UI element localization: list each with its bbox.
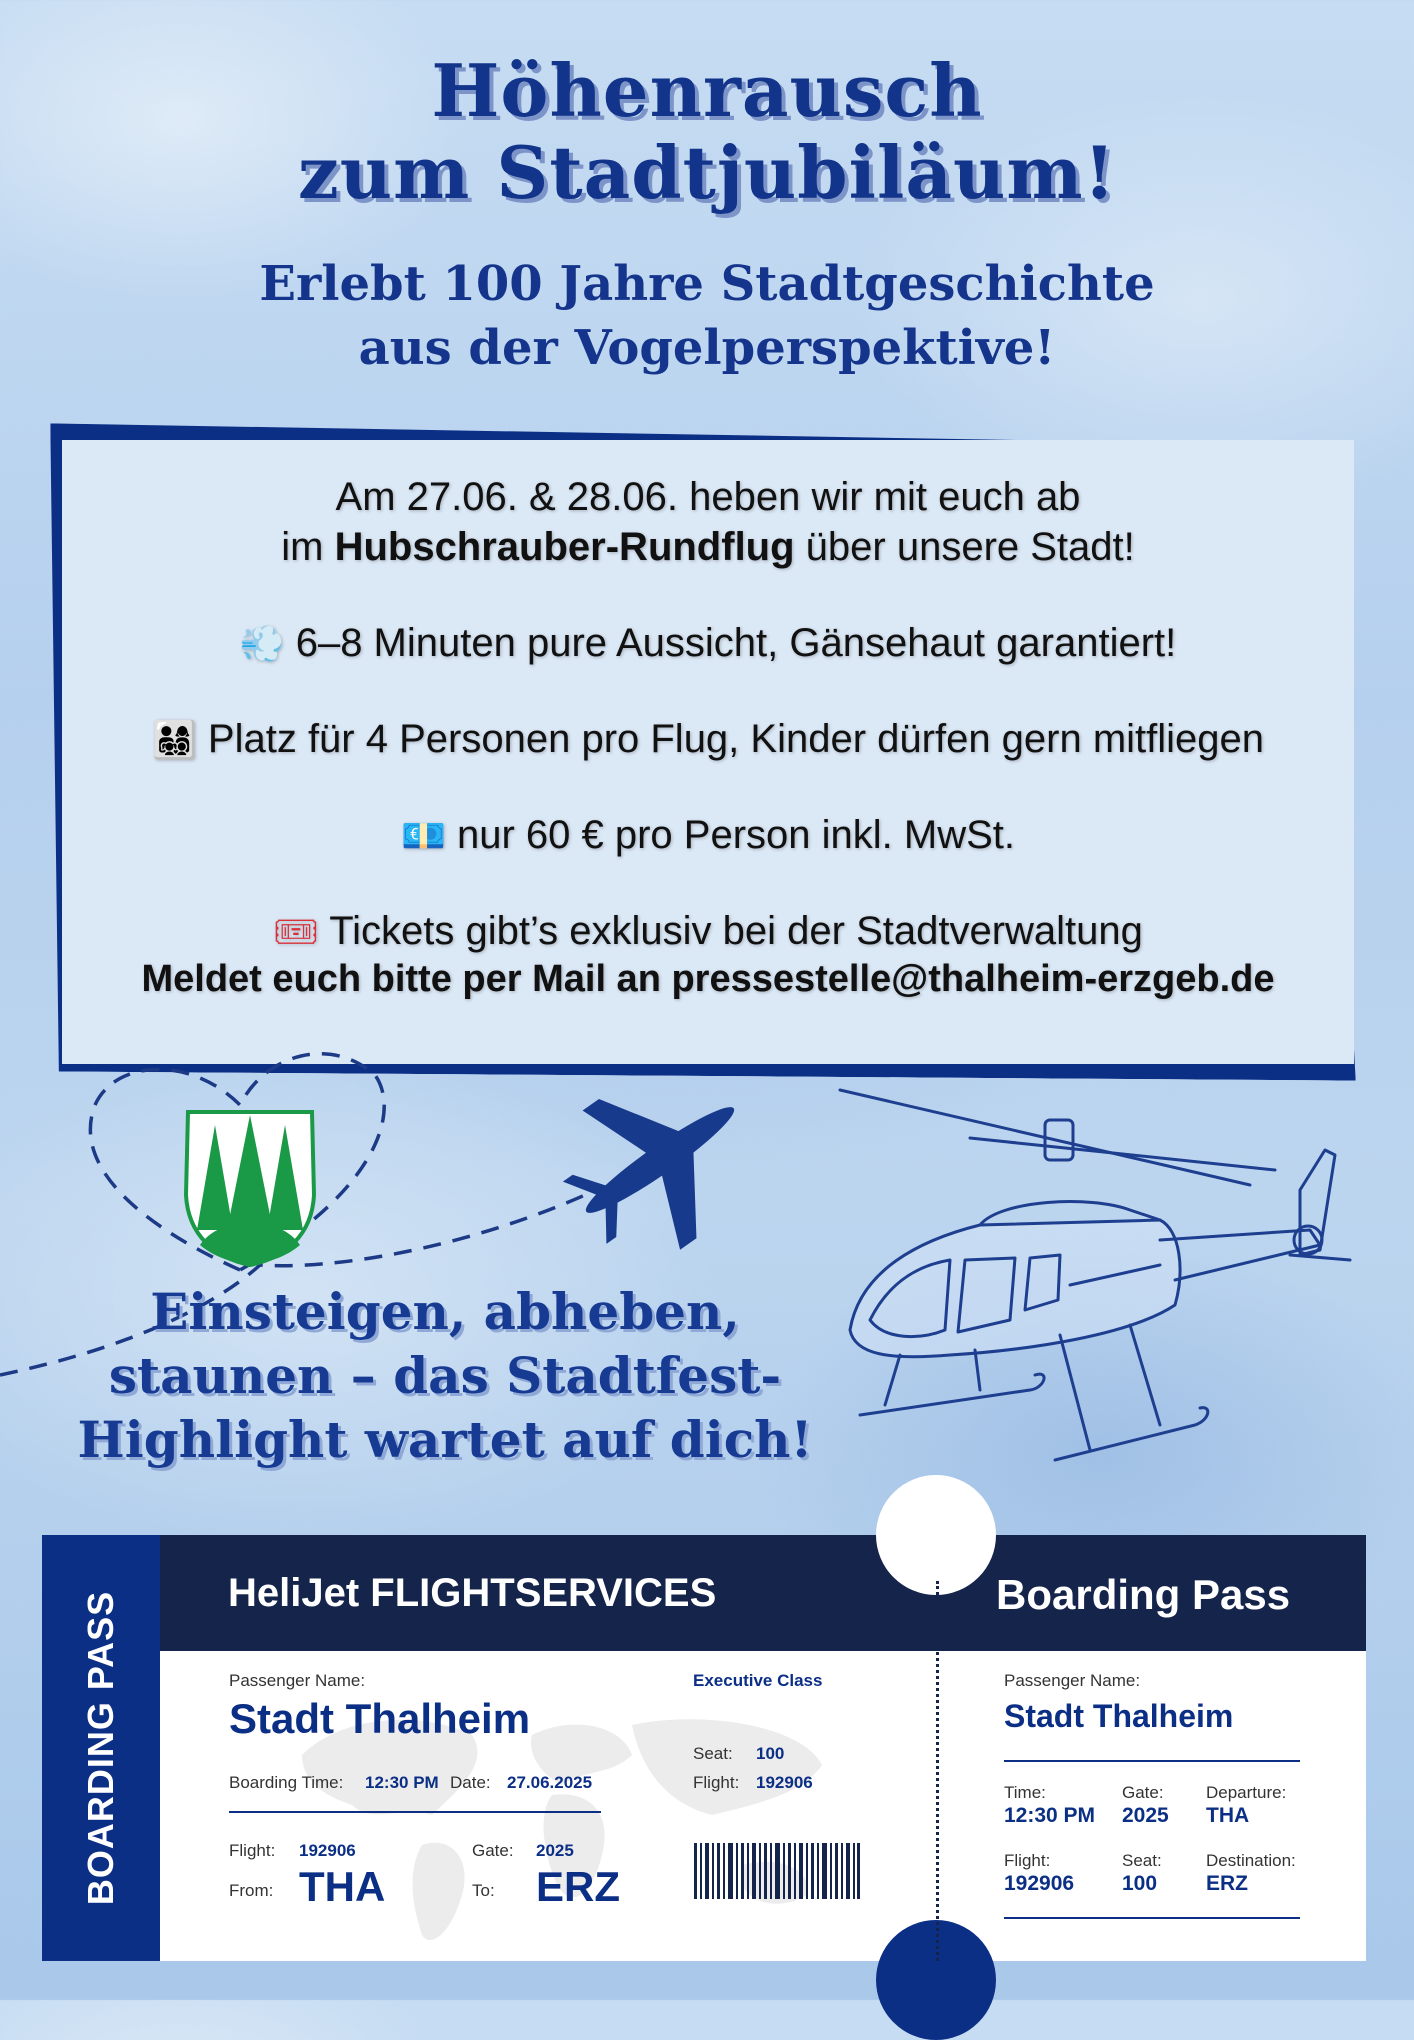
info-tickets-line: [62, 906, 1354, 957]
stub-title: Boarding Pass: [996, 1571, 1291, 1618]
seat-value: 100: [756, 1744, 785, 1763]
family-icon: 👨‍👩‍👧‍👦: [151, 719, 197, 760]
company-name: HeliJet FLIGHTSERVICES: [228, 1571, 717, 1615]
info-duration-text: 6–8 Minuten pure Aussicht, Gänsehaut garantiert!: [295, 621, 1177, 665]
info-price-line: [62, 810, 1354, 861]
subheadline: [0, 252, 1414, 380]
stub-departure-value: THA: [1206, 1804, 1250, 1827]
date-label: Date:: [450, 1773, 491, 1792]
info-seats-text: Platz für 4 Personen pro Flug, Kinder dürfen gern mitfliegen: [207, 717, 1265, 761]
tagline-line-3: Highlight wartet auf dich!: [77, 1410, 813, 1469]
gate-label: Gate:: [472, 1841, 514, 1860]
stub-destination-label: Destination:: [1206, 1851, 1296, 1870]
stub-divider-bottom: [1004, 1917, 1300, 1919]
divider: [229, 1811, 601, 1813]
stub-time-value: 12:30 PM: [1004, 1804, 1096, 1827]
boarding-pass-side-strip: [42, 1535, 160, 1961]
tagline-line-2: staunen – das Stadtfest-: [108, 1346, 782, 1405]
ticket-notch-top: [876, 1475, 996, 1595]
stub-flight-label: Flight:: [1004, 1851, 1051, 1870]
stub-gate-value: 2025: [1122, 1804, 1169, 1827]
info-flight-bold: Hubschrauber-Rundflug: [334, 525, 795, 569]
coat-of-arms-trees-icon: [186, 1112, 314, 1265]
info-date-line: Am 27.06. & 28.06. heben wir mit euch ab: [335, 475, 1081, 519]
ticket-icon: 🎟: [273, 911, 319, 952]
stub-passenger-name: Stadt Thalheim: [1004, 1698, 1234, 1734]
info-flight-line: [62, 522, 1354, 572]
flight-value-2: 192906: [299, 1841, 356, 1860]
headline-line-2: zum Stadtjubiläum!: [297, 130, 1117, 215]
subheadline-line-1: Erlebt 100 Jahre Stadtgeschichte: [259, 256, 1155, 312]
stub-seat-value: 100: [1122, 1872, 1158, 1895]
info-seats-line: [62, 714, 1354, 765]
passenger-name: Stadt Thalheim: [229, 1695, 531, 1742]
stub-divider-top: [1004, 1760, 1300, 1762]
passenger-label: Passenger Name:: [229, 1671, 366, 1690]
stub-time-label: Time:: [1004, 1783, 1046, 1802]
helicopter-illustration: [830, 1070, 1370, 1490]
boarding-time-label: Boarding Time:: [229, 1773, 344, 1792]
info-price-text: nur 60 € pro Person inkl. MwSt.: [456, 813, 1015, 857]
info-flight-post: über unsere Stadt!: [794, 525, 1135, 569]
headline: [0, 50, 1414, 214]
flight-label-2: Flight:: [229, 1841, 276, 1860]
class-label: Executive Class: [693, 1671, 823, 1690]
stub-passenger-label: Passenger Name:: [1004, 1671, 1141, 1690]
airplane-icon: [536, 1039, 783, 1283]
headline-line-1: Höhenrausch: [431, 48, 983, 133]
flight-value: 192906: [756, 1773, 813, 1792]
to-label: To:: [472, 1881, 495, 1900]
stub-gate-label: Gate:: [1122, 1783, 1164, 1802]
from-code: THA: [299, 1863, 386, 1910]
wind-icon: 💨: [239, 623, 285, 664]
seat-label: Seat:: [693, 1744, 733, 1763]
from-label: From:: [229, 1881, 274, 1900]
euro-banknote-icon: 💶: [401, 815, 446, 856]
stub-departure-label: Departure:: [1206, 1783, 1287, 1802]
perforation-line: [936, 1581, 939, 1961]
tagline-line-1: Einsteigen, abheben,: [150, 1282, 740, 1341]
subheadline-line-2: aus der Vogelperspektive!: [358, 320, 1056, 376]
stub-seat-label: Seat:: [1122, 1851, 1162, 1870]
side-label: BOARDING PASS: [80, 1590, 121, 1906]
info-tickets-text: Tickets gibt’s exklusiv bei der Stadtverwaltung: [329, 909, 1143, 953]
boarding-time-value: 12:30 PM: [365, 1773, 439, 1792]
to-code: ERZ: [536, 1863, 620, 1910]
date-value: 27.06.2025: [507, 1773, 593, 1792]
gate-value: 2025: [536, 1841, 574, 1860]
boarding-pass: [42, 1535, 1366, 1961]
info-flight-pre: im: [281, 525, 335, 569]
info-box: [62, 440, 1354, 1064]
info-contact-line: Meldet euch bitte per Mail an pressestelle@thalheim-erzgeb.de: [141, 958, 1275, 1000]
barcode: [694, 1843, 860, 1903]
info-duration-line: [62, 618, 1354, 669]
stub-destination-value: ERZ: [1206, 1872, 1248, 1895]
stub-flight-value: 192906: [1004, 1872, 1075, 1895]
boarding-pass-header: [160, 1535, 1366, 1651]
tagline: [60, 1280, 830, 1472]
flight-label: Flight:: [693, 1773, 740, 1792]
